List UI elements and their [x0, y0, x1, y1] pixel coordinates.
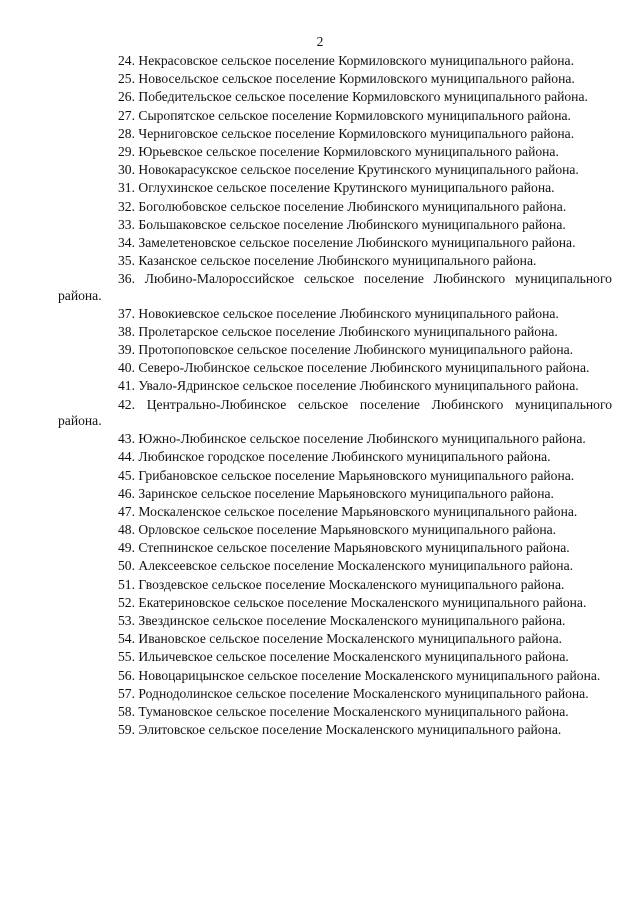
item-number: 52. [118, 594, 135, 610]
item-number: 51. [118, 576, 135, 592]
list-item [58, 468, 612, 484]
item-number: 53. [118, 613, 135, 629]
item-text: Тумановское сельское поселение Москаленского муниципального района. [138, 703, 569, 719]
item-text: Ивановское сельское поселение Москаленского муниципального района. [138, 631, 563, 647]
list-item [58, 378, 612, 394]
list-item [58, 271, 612, 304]
item-number: 41. [118, 378, 135, 394]
item-number: 55. [118, 649, 135, 665]
item-number: 43. [118, 431, 135, 447]
item-number: 26. [118, 89, 135, 105]
item-text: Элитовское сельское поселение Москаленского муниципального района. [138, 722, 562, 738]
item-text: Ильичевское сельское поселение Москаленского муниципального района. [138, 649, 569, 665]
list-item [58, 449, 612, 465]
list-item [58, 613, 612, 629]
list-item [58, 253, 612, 269]
item-number: 27. [118, 107, 135, 123]
item-number: 29. [118, 143, 135, 159]
item-number: 38. [118, 323, 135, 339]
item-number: 57. [118, 685, 135, 701]
item-number: 35. [118, 253, 135, 269]
item-number: 48. [118, 522, 135, 538]
item-number: 44. [118, 449, 135, 465]
list-item [58, 89, 612, 105]
item-text: Центрально-Любинское сельское поселение Любинского муниципального района. [58, 396, 613, 428]
item-text: Большаковское сельское поселение Любинского муниципального района. [138, 216, 566, 232]
item-text: Оглухинское сельское поселение Крутинского муниципального района. [138, 180, 555, 196]
item-number: 24. [118, 53, 135, 68]
item-text: Гвоздевское сельское поселение Москаленского муниципального района. [138, 576, 565, 592]
list-item [58, 522, 612, 538]
item-text: Увало-Ядринское сельское поселение Любинского муниципального района. [138, 378, 579, 394]
list-item [58, 595, 612, 611]
item-text: Степнинское сельское поселение Марьяновского муниципального района. [138, 540, 570, 556]
item-text: Любино-Малороссийское сельское поселение Любинского муниципального района. [58, 271, 612, 303]
item-number: 30. [118, 162, 135, 178]
item-number: 33. [118, 216, 135, 232]
list-item [58, 649, 612, 665]
item-number: 34. [118, 234, 135, 250]
list-item [58, 668, 612, 684]
item-number: 49. [118, 540, 135, 556]
item-text: Протопоповское сельское поселение Любинского муниципального района. [138, 342, 574, 358]
item-text: Москаленское сельское поселение Марьяновского муниципального района. [138, 503, 578, 519]
item-number: 58. [118, 703, 135, 719]
list-item [58, 144, 612, 160]
list-item [58, 71, 612, 87]
list-item [58, 504, 612, 520]
item-text: Екатериновское сельское поселение Москаленского муниципального района. [138, 594, 587, 610]
item-number: 36. [118, 271, 135, 287]
list-item [58, 431, 612, 447]
list-item [58, 704, 612, 720]
item-text: Любинское городское поселение Любинского муниципального района. [138, 449, 551, 465]
item-text: Пролетарское сельское поселение Любинского муниципального района. [138, 323, 558, 339]
list-item [58, 306, 612, 322]
list-item [58, 180, 612, 196]
list-item [58, 53, 612, 69]
item-number: 25. [118, 71, 135, 87]
list-item [58, 577, 612, 593]
list-item [58, 199, 612, 215]
item-text: Новокиевское сельское поселение Любинского муниципального района. [138, 305, 559, 321]
item-number: 42. [118, 396, 135, 412]
list-item [58, 235, 612, 251]
list-item [58, 540, 612, 556]
item-text: Казанское сельское поселение Любинского муниципального района. [138, 253, 537, 269]
item-text: Новокарасукское сельское поселение Крутинского муниципального района. [138, 162, 579, 178]
list-item [58, 360, 612, 376]
item-number: 31. [118, 180, 135, 196]
list-item [58, 108, 612, 124]
item-text: Орловское сельское поселение Марьяновского муниципального района. [138, 522, 557, 538]
list-item [58, 686, 612, 702]
item-text: Юрьевское сельское поселение Кормиловского муниципального района. [138, 143, 559, 159]
page-number: 2 [316, 34, 324, 49]
item-text: Победительское сельское поселение Кормиловского муниципального района. [138, 89, 588, 105]
list-item [58, 558, 612, 574]
item-text: Некрасовское сельское поселение Кормиловского муниципального района. [138, 53, 574, 68]
item-text: Заринское сельское поселение Марьяновского муниципального района. [138, 485, 554, 501]
item-text: Алексеевское сельское поселение Москаленского муниципального района. [138, 558, 574, 574]
item-text: Новосельское сельское поселение Кормиловского муниципального района. [138, 71, 575, 87]
item-text: Черниговское сельское поселение Кормиловского муниципального района. [138, 125, 575, 141]
item-number: 50. [118, 558, 135, 574]
item-number: 59. [118, 722, 135, 738]
list-item [58, 486, 612, 502]
item-number: 40. [118, 360, 135, 376]
item-number: 54. [118, 631, 135, 647]
item-text: Грибановское сельское поселение Марьяновского муниципального района. [138, 467, 575, 483]
list-item [58, 397, 612, 430]
list-item [58, 217, 612, 233]
item-number: 46. [118, 485, 135, 501]
item-number: 47. [118, 503, 135, 519]
item-text: Южно-Любинское сельское поселение Любинского муниципального района. [138, 431, 586, 447]
item-number: 56. [118, 667, 135, 683]
item-number: 32. [118, 198, 135, 214]
list-item [58, 342, 612, 358]
item-number: 28. [118, 125, 135, 141]
item-text: Северо-Любинское сельское поселение Любинского муниципального района. [138, 360, 590, 376]
item-text: Сыропятское сельское поселение Кормиловского муниципального района. [138, 107, 571, 123]
list-item [58, 324, 612, 340]
item-number: 39. [118, 342, 135, 358]
item-text: Замелетеновское сельское поселение Любинского муниципального района. [138, 234, 576, 250]
list-item [58, 631, 612, 647]
list-item [58, 722, 612, 738]
item-text: Боголюбовское сельское поселение Любинского муниципального района. [138, 198, 567, 214]
item-text: Роднодолинское сельское поселение Москаленского муниципального района. [138, 685, 589, 701]
item-number: 45. [118, 467, 135, 483]
item-text: Новоцарицынское сельское поселение Москаленского муниципального района. [138, 667, 601, 683]
item-text: Звездинское сельское поселение Москаленского муниципального района. [138, 613, 566, 629]
item-number: 37. [118, 305, 135, 321]
settlement-list [58, 53, 612, 740]
list-item [58, 126, 612, 142]
list-item [58, 162, 612, 178]
